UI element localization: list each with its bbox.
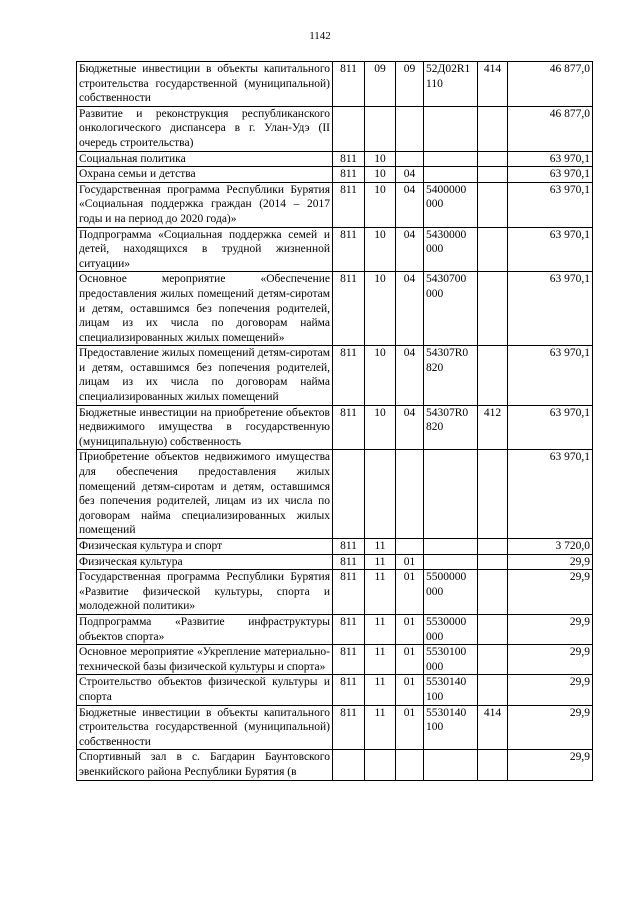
- row-subsection-code: 04: [396, 405, 424, 450]
- row-target-article: 5500000 000: [424, 570, 478, 615]
- table-row: [77, 346, 593, 405]
- row-department-code: 811: [333, 151, 365, 167]
- row-name: Физическая культура: [77, 554, 333, 570]
- table-row: [77, 750, 593, 780]
- row-department-code: 811: [333, 167, 365, 183]
- row-amount: 3 720,0: [508, 539, 593, 555]
- row-name: Развитие и реконструкция республиканского онкологического диспансера в г. Улан-Удэ (II очередь строительства): [77, 106, 333, 151]
- row-name: Социальная политика: [77, 151, 333, 167]
- row-section-code: 11: [365, 539, 396, 555]
- row-section-code: 10: [365, 346, 396, 405]
- row-name: Физическая культура и спорт: [77, 539, 333, 555]
- row-target-article: 5530100 000: [424, 645, 478, 675]
- row-department-code: [333, 750, 365, 780]
- row-amount: 29,9: [508, 645, 593, 675]
- row-expense-type: [478, 539, 508, 555]
- table-row: [77, 570, 593, 615]
- table-row: [77, 151, 593, 167]
- row-department-code: 811: [333, 539, 365, 555]
- row-section-code: [365, 450, 396, 539]
- row-section-code: 10: [365, 182, 396, 227]
- row-amount: 46 877,0: [508, 62, 593, 107]
- row-target-article: 5530140 100: [424, 705, 478, 750]
- table-row: [77, 167, 593, 183]
- row-department-code: [333, 106, 365, 151]
- row-target-article: 54307R0 820: [424, 346, 478, 405]
- row-department-code: [333, 450, 365, 539]
- row-section-code: 11: [365, 614, 396, 644]
- row-section-code: 10: [365, 151, 396, 167]
- table-row: [77, 227, 593, 272]
- row-expense-type: [478, 450, 508, 539]
- row-target-article: 5530000 000: [424, 614, 478, 644]
- row-name: Предоставление жилых помещений детям-сиротам и детям, оставшимся без попечения родителей, лицам из их числа по договорам найма специализированных жилых помещений: [77, 346, 333, 405]
- row-expense-type: [478, 151, 508, 167]
- row-subsection-code: [396, 106, 424, 151]
- row-expense-type: [478, 106, 508, 151]
- row-amount: 29,9: [508, 675, 593, 705]
- row-expense-type: [478, 570, 508, 615]
- row-name: Подпрограмма «Социальная поддержка семей и детей, находящихся в трудной жизненной ситуации»: [77, 227, 333, 272]
- table-row: [77, 705, 593, 750]
- row-expense-type: 414: [478, 62, 508, 107]
- row-name: Государственная программа Республики Бурятия «Социальная поддержка граждан (2014 – 2017 годы и на период до 2020 года)»: [77, 182, 333, 227]
- row-name: Основное мероприятие «Обеспечение предоставления жилых помещений детям-сиротам и детям, оставшимся без попечения родителей, лицам из их числа по договорам найма специализированных жилых помещений»: [77, 272, 333, 346]
- row-subsection-code: 01: [396, 614, 424, 644]
- table-row: [77, 539, 593, 555]
- row-amount: 63 970,1: [508, 405, 593, 450]
- row-expense-type: 412: [478, 405, 508, 450]
- row-amount: 29,9: [508, 614, 593, 644]
- row-subsection-code: [396, 750, 424, 780]
- row-department-code: 811: [333, 346, 365, 405]
- row-expense-type: [478, 227, 508, 272]
- row-expense-type: [478, 750, 508, 780]
- row-target-article: 5400000 000: [424, 182, 478, 227]
- row-subsection-code: 04: [396, 227, 424, 272]
- row-amount: 29,9: [508, 570, 593, 615]
- row-name: Строительство объектов физической культуры и спорта: [77, 675, 333, 705]
- row-name: Подпрограмма «Развитие инфраструктуры объектов спорта»: [77, 614, 333, 644]
- row-expense-type: [478, 614, 508, 644]
- table-row: [77, 614, 593, 644]
- row-subsection-code: 04: [396, 167, 424, 183]
- row-subsection-code: 09: [396, 62, 424, 107]
- row-subsection-code: 04: [396, 346, 424, 405]
- row-department-code: 811: [333, 570, 365, 615]
- row-amount: 63 970,1: [508, 450, 593, 539]
- row-name: Приобретение объектов недвижимого имущества для обеспечения предоставления жилых помещений детям-сиротам и детям, оставшимся без попечения родителей, лицам из их числа по договорам найма специализированных жилых помещений: [77, 450, 333, 539]
- row-amount: 29,9: [508, 750, 593, 780]
- row-subsection-code: 01: [396, 645, 424, 675]
- row-department-code: 811: [333, 272, 365, 346]
- row-expense-type: [478, 675, 508, 705]
- row-department-code: 811: [333, 227, 365, 272]
- table-row: [77, 182, 593, 227]
- row-subsection-code: [396, 539, 424, 555]
- row-department-code: 811: [333, 405, 365, 450]
- row-expense-type: [478, 346, 508, 405]
- row-target-article: [424, 539, 478, 555]
- budget-table-body: [77, 62, 593, 781]
- table-row: [77, 405, 593, 450]
- row-target-article: [424, 151, 478, 167]
- row-section-code: [365, 106, 396, 151]
- row-target-article: 52Д02R1 110: [424, 62, 478, 107]
- row-expense-type: [478, 554, 508, 570]
- row-section-code: 10: [365, 272, 396, 346]
- row-section-code: 09: [365, 62, 396, 107]
- row-expense-type: [478, 167, 508, 183]
- row-department-code: 811: [333, 614, 365, 644]
- row-section-code: 11: [365, 554, 396, 570]
- row-section-code: 11: [365, 645, 396, 675]
- row-subsection-code: 01: [396, 705, 424, 750]
- row-target-article: 5530140 100: [424, 675, 478, 705]
- row-amount: 63 970,1: [508, 227, 593, 272]
- row-target-article: [424, 450, 478, 539]
- row-section-code: 11: [365, 570, 396, 615]
- row-target-article: 54307R0 820: [424, 405, 478, 450]
- row-subsection-code: 04: [396, 182, 424, 227]
- row-amount: 63 970,1: [508, 151, 593, 167]
- row-section-code: 11: [365, 675, 396, 705]
- row-department-code: 811: [333, 182, 365, 227]
- row-amount: 63 970,1: [508, 346, 593, 405]
- row-subsection-code: 01: [396, 675, 424, 705]
- row-name: Бюджетные инвестиции в объекты капитального строительства государственной (муниципальной) собственности: [77, 62, 333, 107]
- row-department-code: 811: [333, 675, 365, 705]
- row-name: Бюджетные инвестиции в объекты капитального строительства государственной (муниципальной) собственности: [77, 705, 333, 750]
- row-subsection-code: [396, 151, 424, 167]
- row-amount: 63 970,1: [508, 182, 593, 227]
- table-row: [77, 645, 593, 675]
- row-target-article: [424, 106, 478, 151]
- row-name: Спортивный зал в с. Багдарин Баунтовского эвенкийского района Республики Бурятия (в: [77, 750, 333, 780]
- row-department-code: 811: [333, 62, 365, 107]
- table-row: [77, 106, 593, 151]
- row-expense-type: [478, 272, 508, 346]
- row-subsection-code: [396, 450, 424, 539]
- table-row: [77, 675, 593, 705]
- budget-table: [76, 61, 593, 781]
- row-amount: 63 970,1: [508, 167, 593, 183]
- row-expense-type: [478, 645, 508, 675]
- row-amount: 29,9: [508, 705, 593, 750]
- row-target-article: [424, 750, 478, 780]
- row-section-code: 10: [365, 405, 396, 450]
- row-name: Основное мероприятие «Укрепление материально-технической базы физической культуры и спорта»: [77, 645, 333, 675]
- row-expense-type: 414: [478, 705, 508, 750]
- row-department-code: 811: [333, 645, 365, 675]
- row-name: Государственная программа Республики Бурятия «Развитие физической культуры, спорта и молодежной политики»: [77, 570, 333, 615]
- table-row: [77, 62, 593, 107]
- row-target-article: 5430000 000: [424, 227, 478, 272]
- row-expense-type: [478, 182, 508, 227]
- row-section-code: [365, 750, 396, 780]
- row-section-code: 10: [365, 167, 396, 183]
- row-amount: 63 970,1: [508, 272, 593, 346]
- row-subsection-code: 01: [396, 554, 424, 570]
- row-section-code: 10: [365, 227, 396, 272]
- row-amount: 29,9: [508, 554, 593, 570]
- row-name: Бюджетные инвестиции на приобретение объектов недвижимого имущества в государственную (муниципальную) собственность: [77, 405, 333, 450]
- row-subsection-code: 01: [396, 570, 424, 615]
- row-target-article: [424, 167, 478, 183]
- row-target-article: [424, 554, 478, 570]
- row-target-article: 5430700 000: [424, 272, 478, 346]
- row-department-code: 811: [333, 554, 365, 570]
- row-name: Охрана семьи и детства: [77, 167, 333, 183]
- table-row: [77, 272, 593, 346]
- row-subsection-code: 04: [396, 272, 424, 346]
- table-row: [77, 554, 593, 570]
- row-section-code: 11: [365, 705, 396, 750]
- page-number: 1142: [309, 30, 331, 42]
- row-amount: 46 877,0: [508, 106, 593, 151]
- row-department-code: 811: [333, 705, 365, 750]
- table-row: [77, 450, 593, 539]
